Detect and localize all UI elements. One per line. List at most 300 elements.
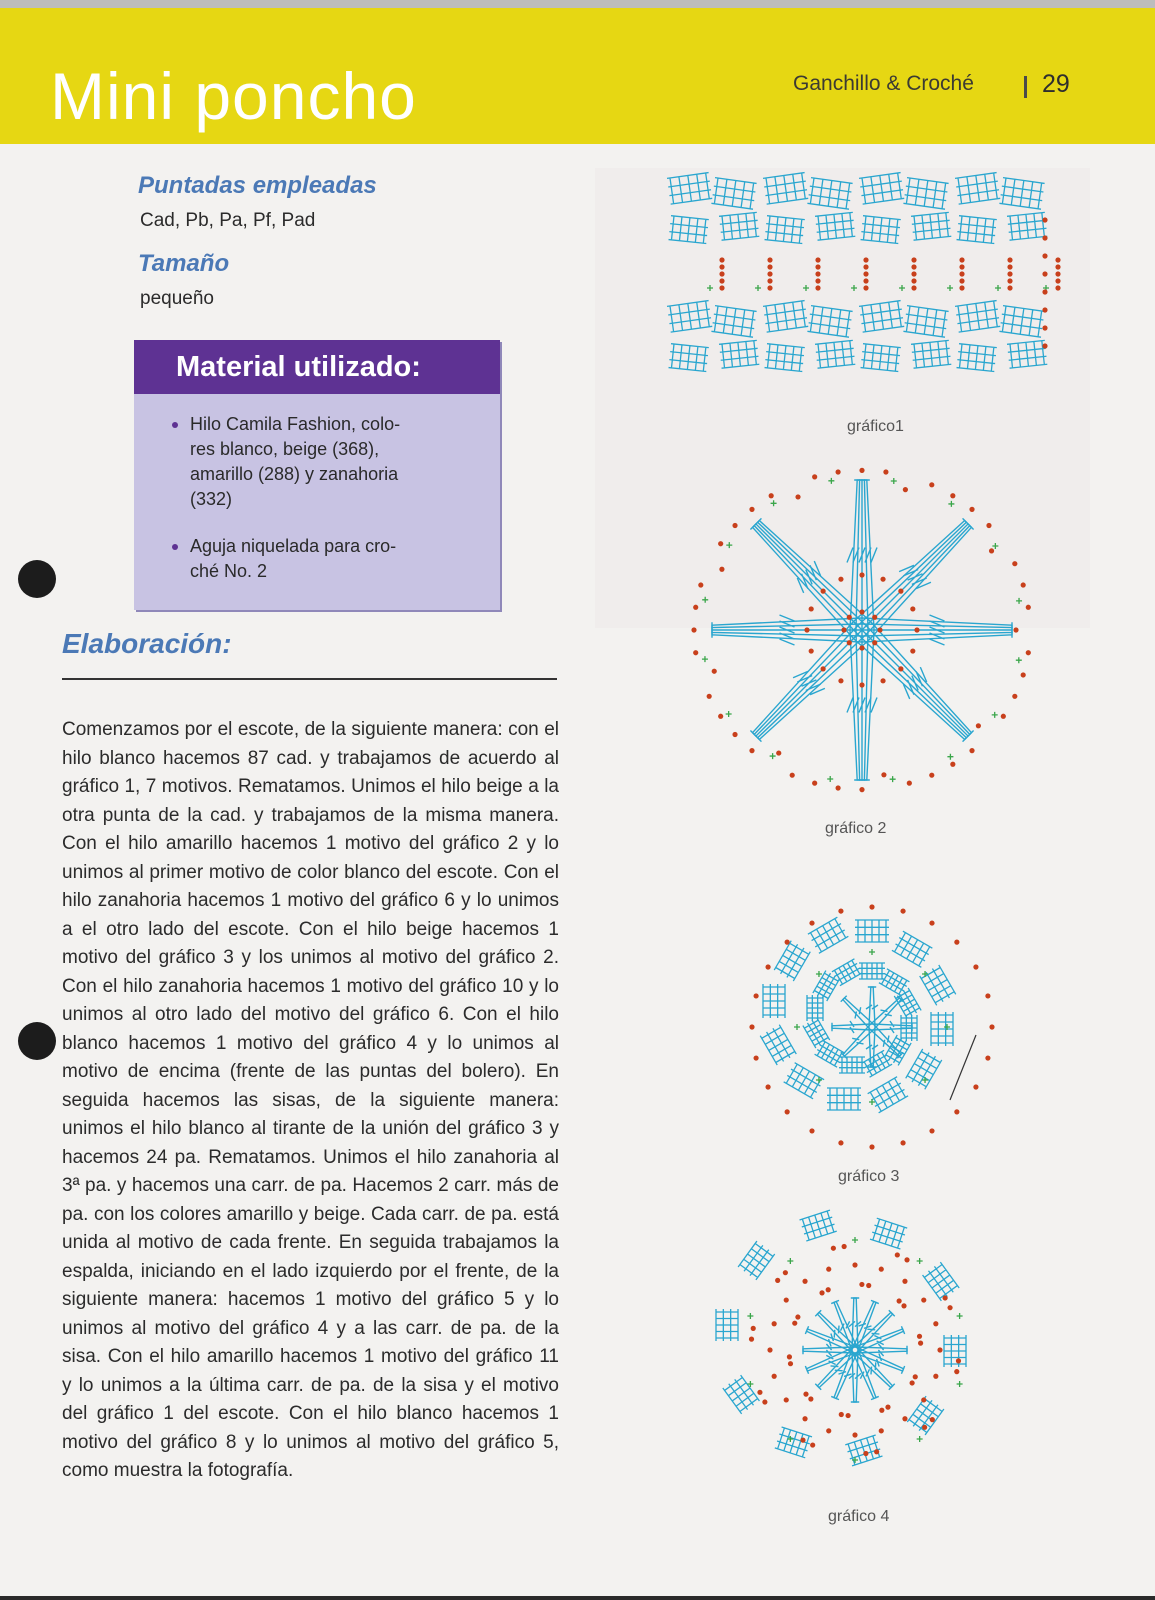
single-crochet-symbol — [707, 285, 713, 291]
single-crochet-symbol — [771, 500, 777, 506]
chain-stitch-symbol — [911, 257, 916, 262]
stitch-block-symbol — [763, 173, 808, 205]
elaboration-heading: Elaboración: — [62, 628, 232, 659]
chain-stitch-symbol — [718, 714, 723, 719]
chain-stitch-symbol — [863, 285, 868, 290]
chain-stitch-symbol — [809, 648, 814, 653]
chain-stitch-symbol — [815, 278, 820, 283]
single-crochet-symbol — [957, 1381, 963, 1387]
chain-stitch-symbol — [835, 469, 840, 474]
stitch-group-symbol — [847, 480, 877, 630]
treble-crochet-symbol — [903, 306, 948, 338]
single-crochet-symbol — [1016, 657, 1022, 663]
chain-stitch-symbol — [985, 1055, 990, 1060]
material-line: (332) — [190, 489, 233, 509]
chain-stitch-symbol — [765, 964, 770, 969]
size-heading: Tamaño — [138, 250, 230, 277]
chain-stitch-symbol — [985, 993, 990, 998]
chain-stitch-symbol — [1042, 253, 1047, 258]
treble-crochet-symbol — [784, 1063, 824, 1099]
chain-stitch-symbol — [989, 548, 994, 553]
stitch-block-symbol — [815, 212, 855, 240]
stitch-block-symbol — [855, 920, 889, 942]
stitch-block-symbol — [999, 178, 1044, 210]
chain-stitch-symbol — [767, 278, 772, 283]
single-crochet-symbol — [755, 285, 761, 291]
chain-stitch-symbol — [902, 1416, 907, 1421]
stitch-group-symbol — [862, 615, 1012, 645]
stitch-group-symbol — [745, 513, 872, 640]
chain-stitch-symbol — [769, 493, 774, 498]
treble-crochet-symbol — [667, 301, 712, 333]
treble-crochet-symbol — [815, 340, 855, 368]
treble-crochet-symbol — [716, 1309, 738, 1341]
chain-stitch-symbol — [859, 609, 864, 614]
chain-stitch-symbol — [863, 257, 868, 262]
stitch-block-symbol — [738, 1241, 775, 1280]
chain-stitch-symbol — [749, 507, 754, 512]
single-crochet-symbol — [770, 753, 776, 759]
single-crochet-symbol — [702, 597, 708, 603]
stitch-block-symbol — [815, 340, 855, 368]
chain-stitch-symbol — [821, 666, 826, 671]
pointer-line — [950, 1035, 976, 1100]
chain-stitch-symbol — [986, 523, 991, 528]
stitch-block-symbol — [868, 1077, 908, 1113]
materials-heading: Material utilizado: — [134, 340, 500, 394]
stitch-block-symbol — [903, 306, 948, 338]
double-crochet-symbol — [859, 630, 865, 780]
single-crochet-symbol — [917, 1258, 923, 1264]
treble-crochet-symbol — [719, 212, 759, 240]
crochet-chart-1 — [660, 168, 1080, 398]
chain-stitch-symbol — [691, 627, 696, 632]
chain-stitch-symbol — [815, 271, 820, 276]
chain-stitch-symbol — [815, 257, 820, 262]
chain-stitch-symbol — [959, 264, 964, 269]
chain-stitch-symbol — [859, 787, 864, 792]
stitch-group-symbol — [851, 619, 978, 746]
chain-stitch-symbol — [859, 645, 864, 650]
header-separator — [1024, 76, 1027, 98]
chain-stitch-symbol — [911, 278, 916, 283]
chain-stitch-symbol — [846, 1413, 851, 1418]
chain-stitch-symbol — [826, 1267, 831, 1272]
stitch-block-symbol — [870, 1218, 907, 1249]
material-line: Hilo Camila Fashion, colo- — [190, 414, 401, 434]
crochet-chart-3 — [740, 895, 1005, 1160]
treble-crochet-symbol — [1007, 340, 1047, 368]
chain-stitch-symbol — [859, 468, 864, 473]
stitch-block-symbol — [944, 1335, 966, 1367]
treble-crochet-symbol — [911, 212, 951, 240]
bullet-icon — [172, 422, 178, 428]
single-crochet-symbol — [787, 1258, 793, 1264]
treble-crochet-symbol — [760, 1025, 796, 1065]
treble-crochet-symbol — [892, 931, 932, 967]
page-bottom-edge — [0, 1596, 1155, 1600]
treble-crochet-symbol — [723, 1375, 760, 1414]
material-item — [190, 412, 480, 512]
chain-stitch-symbol — [933, 1374, 938, 1379]
treble-crochet-symbol — [669, 216, 709, 244]
chain-stitch-symbol — [976, 723, 981, 728]
chain-stitch-symbol — [776, 750, 781, 755]
chain-stitch-symbol — [929, 1128, 934, 1133]
treble-crochet-symbol — [827, 1088, 861, 1110]
materials-box — [134, 340, 500, 610]
stitch-block-symbol — [999, 306, 1044, 338]
chain-stitch-symbol — [718, 541, 723, 546]
stitches-value: Cad, Pb, Pa, Pf, Pad — [140, 210, 316, 231]
stitch-block-symbol — [832, 959, 863, 986]
treble-crochet-symbol — [944, 1335, 966, 1367]
chain-stitch-symbol — [719, 271, 724, 276]
page-number: 29 — [1042, 70, 1070, 98]
chain-stitch-symbol — [872, 640, 877, 645]
chain-stitch-symbol — [866, 1283, 871, 1288]
materials-list — [134, 394, 500, 584]
chain-stitch-symbol — [821, 589, 826, 594]
treble-crochet-symbol — [999, 178, 1044, 210]
chain-stitch-symbol — [767, 271, 772, 276]
stitch-group-symbol — [851, 513, 978, 640]
chain-stitch-symbol — [959, 285, 964, 290]
chain-stitch-symbol — [826, 1428, 831, 1433]
chain-stitch-symbol — [903, 487, 908, 492]
chain-stitch-symbol — [812, 474, 817, 479]
single-crochet-symbol — [992, 712, 998, 718]
treble-crochet-symbol — [774, 941, 810, 981]
double-crochet-symbol — [712, 627, 862, 633]
single-crochet-symbol — [726, 542, 732, 548]
chain-stitch-symbol — [815, 264, 820, 269]
chain-stitch-symbol — [788, 1361, 793, 1366]
stitch-block-symbol — [669, 344, 709, 372]
stitch-block-symbol — [859, 173, 904, 205]
chain-stitch-symbol — [863, 278, 868, 283]
chain-stitch-symbol — [922, 1425, 927, 1430]
chain-stitch-symbol — [838, 577, 843, 582]
double-crochet-symbol — [832, 1025, 872, 1033]
chain-stitch-symbol — [1055, 264, 1060, 269]
chain-stitch-symbol — [937, 1347, 942, 1352]
single-crochet-symbol — [957, 1313, 963, 1319]
stitch-block-symbol — [711, 306, 756, 338]
chain-stitch-symbol — [841, 627, 846, 632]
stitch-block-symbol — [1007, 340, 1047, 368]
stitch-block-symbol — [711, 178, 756, 210]
stitch-block-symbol — [760, 1025, 796, 1065]
treble-crochet-symbol — [923, 1262, 960, 1301]
chain-stitch-symbol — [792, 1321, 797, 1326]
treble-crochet-symbol — [738, 1241, 775, 1280]
stitch-block-symbol — [807, 995, 823, 1021]
chain-stitch-symbol — [1042, 217, 1047, 222]
single-crochet-symbol — [947, 285, 953, 291]
treble-crochet-symbol — [868, 1077, 908, 1113]
stitch-block-symbol — [765, 216, 805, 244]
treble-crochet-symbol — [862, 1050, 893, 1077]
stitch-block-symbol — [892, 931, 932, 967]
treble-crochet-symbol — [911, 340, 951, 368]
stitch-block-symbol — [931, 1012, 953, 1046]
chain-stitch-symbol — [869, 904, 874, 909]
treble-crochet-symbol — [800, 1210, 837, 1241]
double-crochet-symbol — [859, 480, 865, 630]
stitch-block-symbol — [903, 178, 948, 210]
treble-crochet-symbol — [906, 1049, 942, 1089]
chain-stitch-symbol — [929, 773, 934, 778]
stitch-block-symbol — [765, 344, 805, 372]
chain-stitch-symbol — [772, 1374, 777, 1379]
chain-stitch-symbol — [802, 1279, 807, 1284]
chain-stitch-symbol — [815, 285, 820, 290]
treble-crochet-symbol — [807, 178, 852, 210]
binder-hole — [18, 1022, 56, 1060]
stitch-block-symbol — [775, 1427, 812, 1458]
treble-crochet-symbol — [839, 1057, 865, 1073]
chain-stitch-symbol — [1021, 672, 1026, 677]
chain-stitch-symbol — [900, 1140, 905, 1145]
elaboration-text: Comenzamos por el escote, de la siguiente manera: con el hilo blanco hacemos 87 cad. y trabajamos de acuerdo al gráfico 1, 7 motivos. Rematamos. Unimos el hilo beige a la otra punta de la cad. y trabajamos de la misma manera. Con el hilo amarillo hacemos 1 motivo del gráfico 2 y lo unimos al primer motivo de color blanco del escote. Con el hilo zanahoria hacemos 1 motivo del gráfico 6 y lo unimos a el otro lado del escote. Con el hilo beige hacemos 1 motivo del gráfico 3 y los unimos al motivo del gráfico 2. Con el hilo zanahoria hacemos 1 motivo del gráfico 10 y lo unimos al otro lado del motivo del gráfico 6. Con el hilo blanco hacemos 1 motivo del gráfico 4 y lo unimos al motivo de encima (frente de las puntas del bolero). En seguida hacemos las sisas, de la siguiente manera: unimos el hilo blanco al tirante de la unión del gráfico 3 y hacemos 24 pa. Rematamos. Unimos el hilo zanahoria al 3ª pa. y hacemos una carr. de pa. Hacemos 2 carr. más de pa. con los colores amarillo y beige. Cada carr. de pa. está unida al motivo de cada frente. En seguida trabajamos la espalda, iniciando en el lado izquierdo por el frente, de la siguiente manera: hacemos 1 motivo del gráfico 5 y lo unimos al motivo del gráfico 4 y a las carr. de pa. de la sisa. Con el hilo amarillo hacemos 1 motivo del gráfico 11 y lo unimos a la última carr. de pa. de la sisa y el motivo del gráfico 1 del escote. Con el hilo blanco hacemos 1 motivo del gráfico 8 y lo unimos al motivo del gráfico 5, como muestra la fotografía. — [62, 719, 559, 1481]
chain-stitch-symbol — [838, 1140, 843, 1145]
chain-stitch-symbol — [929, 920, 934, 925]
crochet-chart-4 — [705, 1200, 1020, 1505]
single-crochet-symbol — [947, 754, 953, 760]
chain-stitch-symbol — [749, 748, 754, 753]
stitch-block-symbol — [774, 941, 810, 981]
chain-stitch-symbol — [835, 785, 840, 790]
chain-stitch-symbol — [784, 1397, 789, 1402]
single-crochet-symbol — [816, 971, 822, 977]
chain-stitch-symbol — [1007, 264, 1012, 269]
single-crochet-symbol — [922, 971, 928, 977]
stitch-block-symbol — [1007, 212, 1047, 240]
chain-stitch-symbol — [757, 1390, 762, 1395]
stitch-block-symbol — [807, 306, 852, 338]
treble-crochet-symbol — [763, 301, 808, 333]
chain-stitch-symbol — [954, 1369, 959, 1374]
chain-stitch-symbol — [707, 694, 712, 699]
stitch-block-symbol — [803, 1018, 830, 1049]
chain-stitch-symbol — [767, 1347, 772, 1352]
chain-stitch-symbol — [901, 1303, 906, 1308]
chain-stitch-symbol — [809, 920, 814, 925]
chain-stitch-symbol — [1055, 257, 1060, 262]
chain-stitch-symbol — [877, 627, 882, 632]
chart-1-caption: gráfico1 — [847, 418, 904, 435]
treble-crochet-symbol — [955, 301, 1000, 333]
chain-stitch-symbol — [910, 1380, 915, 1385]
chain-stitch-symbol — [914, 627, 919, 632]
chain-stitch-symbol — [809, 1128, 814, 1133]
stitch-block-symbol — [784, 1063, 824, 1099]
chain-stitch-symbol — [719, 567, 724, 572]
chain-stitch-symbol — [719, 285, 724, 290]
elaboration-divider — [62, 678, 557, 680]
stitch-group-symbol — [847, 630, 877, 780]
chain-stitch-symbol — [1042, 271, 1047, 276]
chain-stitch-symbol — [898, 666, 903, 671]
chain-stitch-symbol — [719, 264, 724, 269]
chain-stitch-symbol — [1042, 289, 1047, 294]
chain-stitch-symbol — [775, 1278, 780, 1283]
chain-stitch-symbol — [803, 1392, 808, 1397]
chain-stitch-symbol — [712, 669, 717, 674]
chain-stitch-symbol — [930, 1417, 935, 1422]
treble-crochet-symbol — [763, 984, 785, 1018]
treble-crochet-symbol — [855, 920, 889, 942]
chain-stitch-symbol — [767, 285, 772, 290]
chain-stitch-symbol — [1012, 561, 1017, 566]
treble-crochet-symbol — [711, 306, 756, 338]
single-crochet-symbol — [702, 656, 708, 662]
chain-stitch-symbol — [969, 507, 974, 512]
chain-stitch-symbol — [883, 469, 888, 474]
single-crochet-symbol — [869, 949, 875, 955]
chain-stitch-symbol — [885, 1405, 890, 1410]
treble-crochet-symbol — [955, 173, 1000, 205]
material-line: amarillo (288) y zanahoria — [190, 464, 399, 484]
stitch-block-symbol — [911, 212, 951, 240]
stitch-block-symbol — [719, 340, 759, 368]
chain-stitch-symbol — [1026, 650, 1031, 655]
stitch-block-symbol — [716, 1309, 738, 1341]
treble-crochet-symbol — [931, 1012, 953, 1046]
chain-stitch-symbol — [902, 1279, 907, 1284]
treble-crochet-symbol — [669, 344, 709, 372]
chain-stitch-symbol — [1007, 278, 1012, 283]
single-crochet-symbol — [827, 776, 833, 782]
stitch-block-symbol — [859, 301, 904, 333]
chain-stitch-symbol — [879, 1267, 884, 1272]
chain-stitch-symbol — [772, 1321, 777, 1326]
chain-stitch-symbol — [783, 1270, 788, 1275]
stitch-block-symbol — [669, 216, 709, 244]
chain-stitch-symbol — [913, 1374, 918, 1379]
single-crochet-symbol — [828, 478, 834, 484]
single-crochet-symbol — [794, 1024, 800, 1030]
treble-crochet-symbol — [957, 216, 997, 244]
treble-crochet-symbol — [815, 212, 855, 240]
treble-crochet-symbol — [999, 306, 1044, 338]
chain-stitch-symbol — [1042, 307, 1047, 312]
chain-stitch-symbol — [911, 271, 916, 276]
chain-stitch-symbol — [863, 271, 868, 276]
stitch-block-symbol — [839, 1057, 865, 1073]
chain-stitch-symbol — [852, 1262, 857, 1267]
chain-stitch-symbol — [1021, 582, 1026, 587]
single-crochet-symbol — [851, 285, 857, 291]
chain-stitch-symbol — [842, 1244, 847, 1249]
chain-stitch-symbol — [838, 678, 843, 683]
chain-stitch-symbol — [1007, 285, 1012, 290]
treble-crochet-symbol — [667, 173, 712, 205]
chain-stitch-symbol — [1055, 285, 1060, 290]
chain-stitch-symbol — [950, 762, 955, 767]
chain-stitch-symbol — [1042, 235, 1047, 240]
chart-2-caption: gráfico 2 — [825, 820, 887, 837]
treble-crochet-symbol — [859, 963, 885, 979]
chain-stitch-symbol — [1042, 325, 1047, 330]
chain-stitch-symbol — [863, 264, 868, 269]
chain-stitch-symbol — [954, 1109, 959, 1114]
chain-stitch-symbol — [872, 615, 877, 620]
stitch-block-symbol — [957, 344, 997, 372]
material-item — [190, 534, 480, 584]
chain-stitch-symbol — [1055, 278, 1060, 283]
chain-stitch-symbol — [785, 1109, 790, 1114]
chain-stitch-symbol — [911, 285, 916, 290]
treble-crochet-symbol — [807, 306, 852, 338]
crochet-chart-2 — [680, 462, 1045, 807]
stitch-block-symbol — [719, 212, 759, 240]
chain-stitch-symbol — [765, 1084, 770, 1089]
chain-stitch-symbol — [1026, 605, 1031, 610]
chain-stitch-symbol — [693, 650, 698, 655]
stitch-block-symbol — [807, 178, 852, 210]
single-crochet-symbol — [803, 285, 809, 291]
chain-stitch-symbol — [795, 494, 800, 499]
chain-stitch-symbol — [732, 523, 737, 528]
single-crochet-symbol — [891, 478, 897, 484]
chain-stitch-symbol — [852, 1432, 857, 1437]
chain-stitch-symbol — [847, 640, 852, 645]
chain-stitch-symbol — [874, 1449, 879, 1454]
treble-crochet-symbol — [859, 173, 904, 205]
chain-stitch-symbol — [831, 1246, 836, 1251]
chain-stitch-symbol — [898, 589, 903, 594]
chain-stitch-symbol — [880, 577, 885, 582]
chain-stitch-symbol — [859, 682, 864, 687]
chain-stitch-symbol — [859, 1282, 864, 1287]
chain-stitch-symbol — [838, 908, 843, 913]
chain-stitch-symbol — [911, 264, 916, 269]
chain-stitch-symbol — [921, 1397, 926, 1402]
chain-stitch-symbol — [859, 572, 864, 577]
treble-crochet-symbol — [803, 1018, 830, 1049]
chain-stitch-symbol — [910, 648, 915, 653]
treble-crochet-symbol — [765, 344, 805, 372]
chain-stitch-symbol — [973, 964, 978, 969]
stitch-block-symbol — [667, 301, 712, 333]
chain-stitch-symbol — [749, 1337, 754, 1342]
chain-stitch-symbol — [904, 1257, 909, 1262]
treble-crochet-symbol — [957, 344, 997, 372]
chain-stitch-symbol — [1042, 343, 1047, 348]
stitch-block-symbol — [957, 216, 997, 244]
chain-stitch-symbol — [959, 271, 964, 276]
single-crochet-symbol — [992, 543, 998, 549]
chain-stitch-symbol — [753, 993, 758, 998]
treble-crochet-symbol — [861, 216, 901, 244]
chain-stitch-symbol — [907, 781, 912, 786]
treble-crochet-symbol — [765, 216, 805, 244]
chain-stitch-symbol — [767, 264, 772, 269]
chain-stitch-symbol — [802, 1416, 807, 1421]
double-crochet-symbol — [862, 627, 1012, 633]
chain-stitch-symbol — [989, 1024, 994, 1029]
size-value: pequeño — [140, 288, 214, 309]
chain-stitch-symbol — [956, 1358, 961, 1363]
chain-stitch-symbol — [950, 493, 955, 498]
stitch-block-symbol — [861, 216, 901, 244]
stitch-block-symbol — [955, 301, 1000, 333]
chain-stitch-symbol — [954, 940, 959, 945]
chain-stitch-symbol — [879, 1408, 884, 1413]
stitch-block-symbol — [911, 340, 951, 368]
